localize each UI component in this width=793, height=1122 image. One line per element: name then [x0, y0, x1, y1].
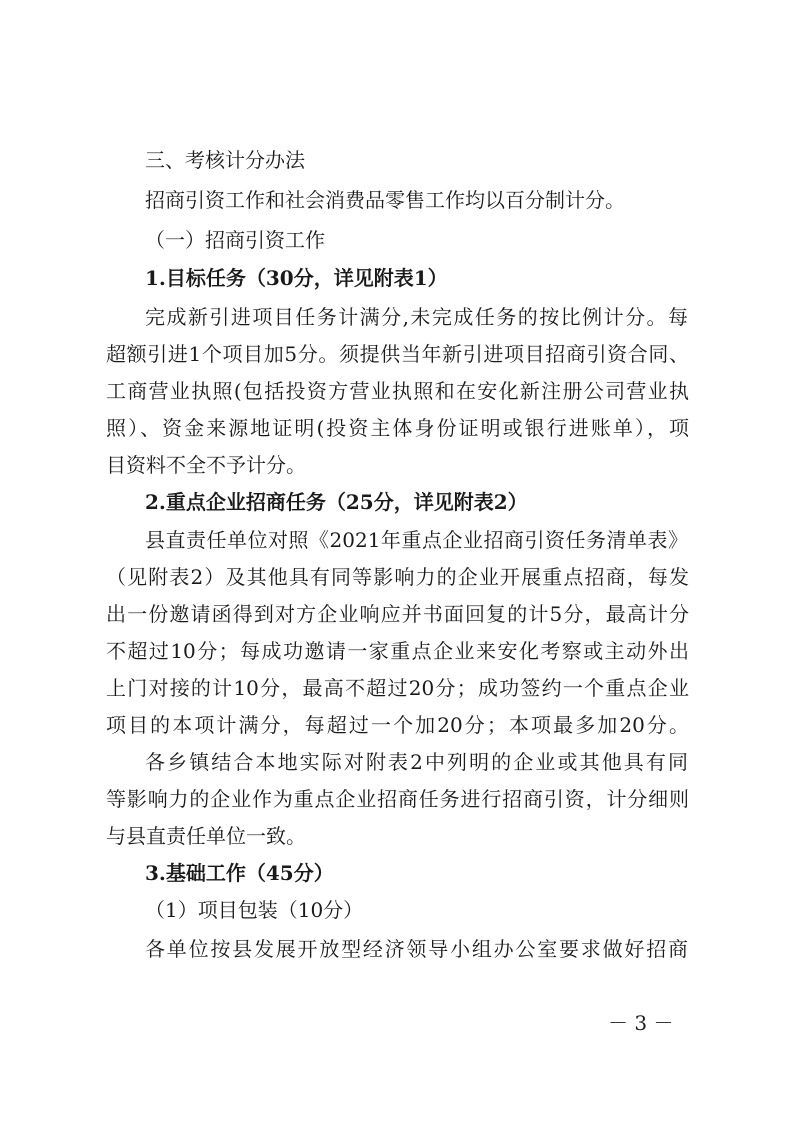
paragraph-line: 完成新引进项目任务计满分,未完成任务的按比例计分。每	[145, 305, 688, 329]
paragraph-line: 县直责任单位对照《2021年重点企业招商引资任务清单表》	[145, 528, 688, 552]
item-2-heading: 2.重点企业招商任务（25分，详见附表2）	[145, 490, 528, 514]
paragraph-line: （见附表2）及其他具有同等影响力的企业开展重点招商，每发	[106, 565, 689, 589]
sub-item-heading: （1）项目包装（10分）	[145, 898, 364, 922]
paragraph-line: 与县直责任单位一致。	[106, 824, 306, 848]
item-3-heading: 3.基础工作（45分）	[145, 861, 334, 885]
paragraph-line: 各单位按县发展开放型经济领导小组办公室要求做好招商	[145, 937, 688, 961]
paragraph-line: 照）、资金来源地证明(投资主体身份证明或银行进账单），项	[106, 416, 689, 440]
paragraph-line: 工商营业执照(包括投资方营业执照和在安化新注册公司营业执	[106, 379, 689, 403]
section-heading: 三、考核计分办法	[145, 148, 305, 172]
paragraph-line: 项目的本项计满分，每超过一个加20分；本项最多加20分。	[106, 713, 689, 737]
item-1-heading: 1.目标任务（30分，详见附表1）	[145, 266, 448, 290]
paragraph-line: 目资料不全不予计分。	[106, 453, 306, 477]
paragraph-line: 不超过10分；每成功邀请一家重点企业来安化考察或主动外出	[106, 639, 689, 663]
intro-paragraph: 招商引资工作和社会消费品零售工作均以百分制计分。	[145, 188, 625, 212]
page-number: － 3 －	[608, 1011, 674, 1035]
subsection-heading: （一）招商引资工作	[145, 228, 325, 252]
paragraph-line: 各乡镇结合本地实际对附表2中列明的企业或其他具有同	[145, 750, 688, 774]
paragraph-line: 上门对接的计10分，最高不超过20分；成功签约一个重点企业	[106, 676, 689, 700]
paragraph-line: 等影响力的企业作为重点企业招商任务进行招商引资，计分细则	[106, 787, 689, 811]
paragraph-line: 超额引进1个项目加5分。须提供当年新引进项目招商引资合同、	[106, 342, 689, 366]
paragraph-line: 出一份邀请函得到对方企业响应并书面回复的计5分，最高计分	[106, 602, 689, 626]
